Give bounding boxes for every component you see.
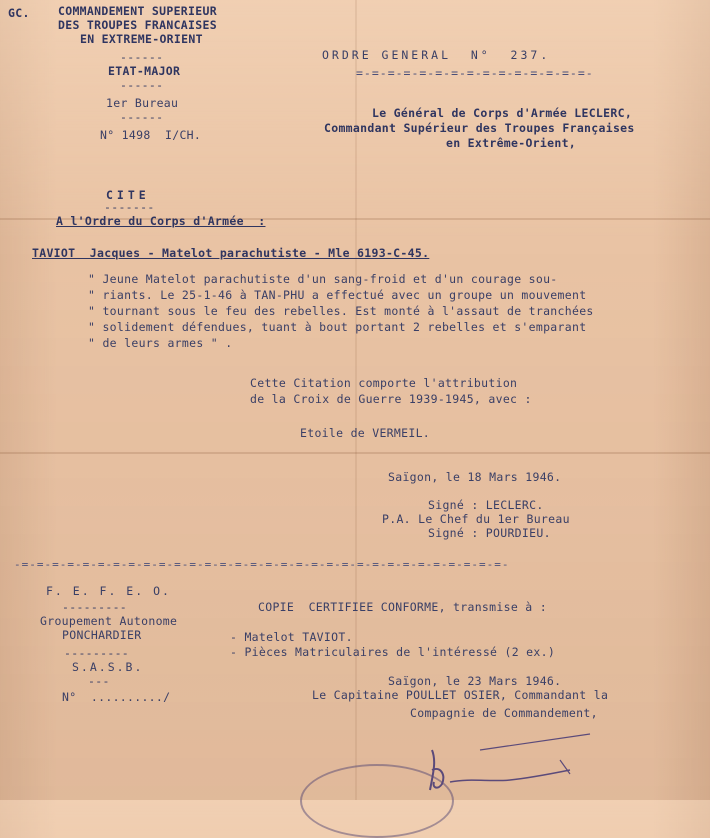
attribution-line: Cette Citation comporte l'attribution bbox=[250, 376, 518, 390]
cite-underline: ------- bbox=[104, 200, 155, 214]
citation-text-line: " Jeune Matelot parachutiste d'un sang-froid et d'un courage sou- bbox=[88, 272, 558, 286]
copie-title: COPIE CERTIFIEE CONFORME, transmise à : bbox=[258, 600, 547, 614]
ordre-corps: A l'Ordre du Corps d'Armée : bbox=[56, 214, 266, 228]
copie-destinataire: - Matelot TAVIOT. bbox=[230, 630, 353, 644]
section-divider: -=-=-=-=-=-=-=-=-=-=-=-=-=-=-=-=-=-=-=-=-=-=-=-=-=-=-=-=-=-=-=-=- bbox=[14, 558, 510, 571]
signed-pourdieu: Signé : POURDIEU. bbox=[428, 526, 551, 540]
header-line: DES TROUPES FRANCAISES bbox=[58, 18, 217, 32]
issuer-line: en Extrême-Orient, bbox=[446, 136, 577, 150]
captain-line: Le Capitaine POULLET OSIER, Commandant la bbox=[312, 688, 609, 702]
cite-heading: CITE bbox=[106, 188, 150, 202]
citation-text-line: " de leurs armes " . bbox=[88, 336, 233, 350]
header-number: N° 1498 I/CH. bbox=[100, 128, 202, 142]
citation-text-line: " solidement défendues, tuant à bout portant 2 rebelles et s'emparant bbox=[88, 320, 587, 334]
bureau: 1er Bureau bbox=[106, 96, 179, 110]
copie-destinataire: - Pièces Matriculaires de l'intéressé (2 ex.) bbox=[230, 645, 556, 659]
cited-person: TAVIOT Jacques - Matelot parachutiste - Mle 6193-C-45. bbox=[32, 246, 430, 260]
issuer-line: Commandant Supérieur des Troupes Françaises bbox=[324, 121, 635, 135]
captain-line: Compagnie de Commandement, bbox=[410, 706, 598, 720]
handwritten-signature bbox=[420, 730, 610, 800]
ponchardier: PONCHARDIER bbox=[62, 628, 142, 642]
separator: ------ bbox=[120, 50, 164, 64]
sasb: S.A.S.B. bbox=[72, 660, 144, 674]
signed-leclerc: Signé : LECLERC. bbox=[428, 498, 544, 512]
citation-text-line: " riants. Le 25-1-46 à TAN-PHU a effectué avec un groupe un mouvement bbox=[88, 288, 587, 302]
separator: --------- bbox=[64, 646, 130, 660]
separator: --- bbox=[88, 674, 110, 688]
separator: ------ bbox=[120, 110, 164, 124]
separator: --------- bbox=[62, 600, 128, 614]
header-gc: GC. bbox=[8, 6, 30, 20]
header-line: EN EXTREME-ORIENT bbox=[80, 32, 203, 46]
citation-text-line: " tournant sous le feu des rebelles. Est monté à l'assaut de tranchées bbox=[88, 304, 594, 318]
attribution-line: de la Croix de Guerre 1939-1945, avec : bbox=[250, 392, 532, 406]
pa-chef-bureau: P.A. Le Chef du 1er Bureau bbox=[382, 512, 570, 526]
header-line: COMMANDEMENT SUPERIEUR bbox=[58, 4, 217, 18]
issuer-line: Le Général de Corps d'Armée LECLERC, bbox=[372, 106, 633, 120]
footer-number: N° ........../ bbox=[62, 690, 171, 704]
order-title-underline: =-=-=-=-=-=-=-=-=-=-=-=-=-=-=- bbox=[356, 66, 594, 80]
groupement: Groupement Autonome bbox=[40, 614, 178, 628]
etoile-line: Etoile de VERMEIL. bbox=[300, 426, 431, 440]
copie-place-date: Saïgon, le 23 Mars 1946. bbox=[388, 674, 562, 688]
etat-major: ETAT-MAJOR bbox=[108, 64, 181, 78]
place-date: Saïgon, le 18 Mars 1946. bbox=[388, 470, 562, 484]
fefeo: F. E. F. E. O. bbox=[46, 584, 171, 598]
order-title: ORDRE GENERAL N° 237. bbox=[322, 48, 551, 62]
separator: ------ bbox=[120, 78, 164, 92]
